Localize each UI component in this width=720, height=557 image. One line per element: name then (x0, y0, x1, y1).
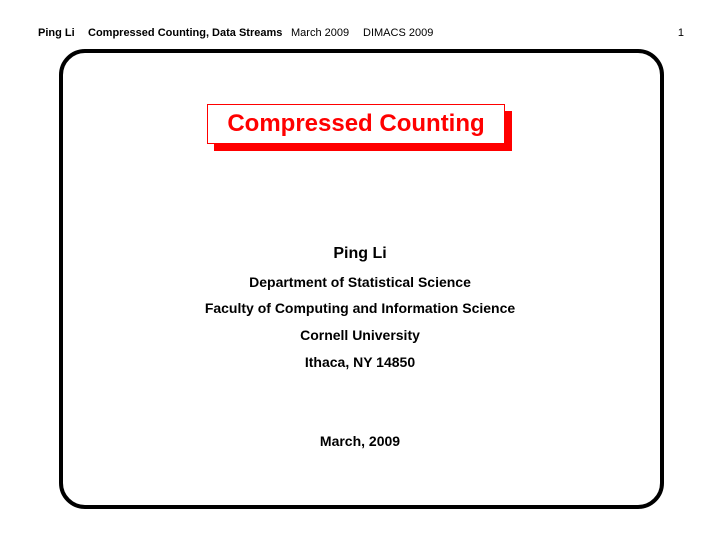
affiliation-address: Ithaca, NY 14850 (304, 354, 416, 370)
slide-title: Compressed Counting (207, 104, 505, 144)
slide-title-box (207, 104, 505, 144)
author-name: Ping Li (333, 245, 387, 262)
header-venue: DIMACS 2009 (363, 27, 434, 39)
header-author: Ping Li (38, 27, 75, 39)
header-talk-title: Compressed Counting, Data Streams (88, 27, 283, 39)
affiliation-faculty: Faculty of Computing and Information Science (204, 300, 516, 316)
page-number: 1 (677, 27, 684, 39)
affiliation-department: Department of Statistical Science (249, 274, 471, 290)
slide-date: March, 2009 (319, 433, 401, 449)
slide-header (38, 26, 684, 40)
header-date: March 2009 (291, 27, 350, 39)
affiliation-university: Cornell University (300, 327, 420, 343)
